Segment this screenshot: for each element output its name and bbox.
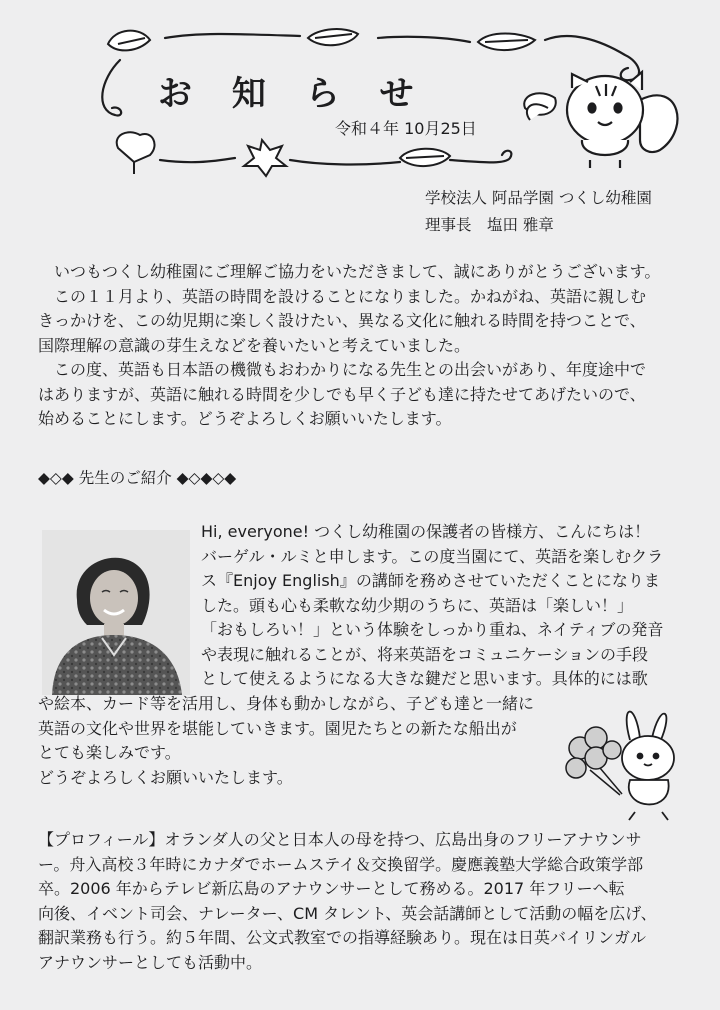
body-line: はありますが、英語に触れる時間を少しでも早く子ども達に持たせてあげたいので、 [38, 384, 646, 404]
section-heading: ◆◇◆ 先生のご紹介 ◆◇◆◇◆ [38, 469, 237, 487]
squirrel-icon [567, 72, 677, 168]
body-line: 始めることにします。どうぞよろしくお願いいたします。 [38, 409, 452, 428]
intro-line: した。頭も心も柔軟な幼少期のうちに、英語は「楽しい！」 [201, 595, 634, 615]
profile-line: 向後、イベント司会、ナレーター、CM タレント、英会話講師として活動の幅を広げ、 [38, 903, 657, 923]
profile-section [38, 828, 698, 975]
organization-name: 学校法人 阿品学園 つくし幼稚園 [425, 189, 652, 207]
teacher-photo [42, 530, 190, 695]
intro-line: Hi, everyone! つくし幼稚園の保護者の皆様方、こんにちは！ [201, 522, 651, 541]
intro-line: として使えるようになる大きな鍵だと思います。具体的には歌 [201, 669, 648, 688]
teacher-intro-wrap [38, 692, 534, 790]
profile-line: ー。舟入高校３年時にカナダでホームステイ＆交換留学。慶應義塾大学総合政策学部 [38, 854, 644, 874]
body-line: きっかけを、この幼児期に楽しく設けたい、異なる文化に触れる時間を持つことで、 [38, 311, 646, 330]
intro-line: とても楽しみです。 [38, 743, 181, 762]
leaf-icon [108, 31, 150, 51]
intro-line: ス『Enjoy English』の講師を務めさせていただくことになりま [201, 571, 660, 590]
director-name: 理事長 塩田 雅章 [425, 216, 554, 234]
intro-line: や絵本、カード等を活用し、身体も動かしながら、子ども達と一緒に [38, 694, 535, 713]
profile-line: アナウンサーとしても活動中。 [38, 952, 263, 972]
teacher-intro-side [201, 520, 663, 692]
teacher-portrait-icon [42, 530, 190, 695]
profile-line: 翻訳業務も行う。約５年間、公文式教室での指導経験あり。現在は日英バイリンガル [38, 928, 647, 947]
page-title: お 知 ら せ [158, 74, 428, 114]
intro-line: バーゲル・ルミと申します。この度当園にて、英語を楽しむクラ [201, 546, 664, 566]
profile-line: 【プロフィール】オランダ人の父と日本人の母を持つ、広島出身のフリーアナウンサ [38, 830, 642, 849]
body-line: この度、英語も日本語の機微もおわかりになる先生との出会いがあり、年度途中で [54, 360, 647, 379]
body-line: 国際理解の意識の芽生えなどを養いたいと考えていました。 [38, 335, 471, 355]
issue-date: 令和４年 10月25日 [335, 119, 477, 138]
intro-line: 英語の文化や世界を堪能していきます。園児たちとの新たな船出が [38, 718, 517, 738]
organization-block [425, 185, 652, 239]
intro-line: どうぞよろしくお願いいたします。 [38, 767, 293, 787]
rabbit-with-flowers-icon [560, 700, 690, 825]
body-line: この１１月より、英語の時間を設けることになりました。かねがね、英語に親しむ [54, 286, 647, 306]
intro-line: や表現に触れることが、将来英語をコミュニケーションの手段 [201, 644, 649, 664]
announcement-body [38, 260, 698, 432]
profile-line: 卒。2006 年からテレビ新広島のアナウンサーとして務める。2017 年フリーへ転 [38, 879, 625, 898]
intro-line: 「おもしろい！」という体験をしっかり重ね、ネイティブの発音 [201, 620, 664, 639]
body-line: いつもつくし幼稚園にご理解ご協力をいただきまして、誠にありがとうございます。 [54, 262, 661, 281]
